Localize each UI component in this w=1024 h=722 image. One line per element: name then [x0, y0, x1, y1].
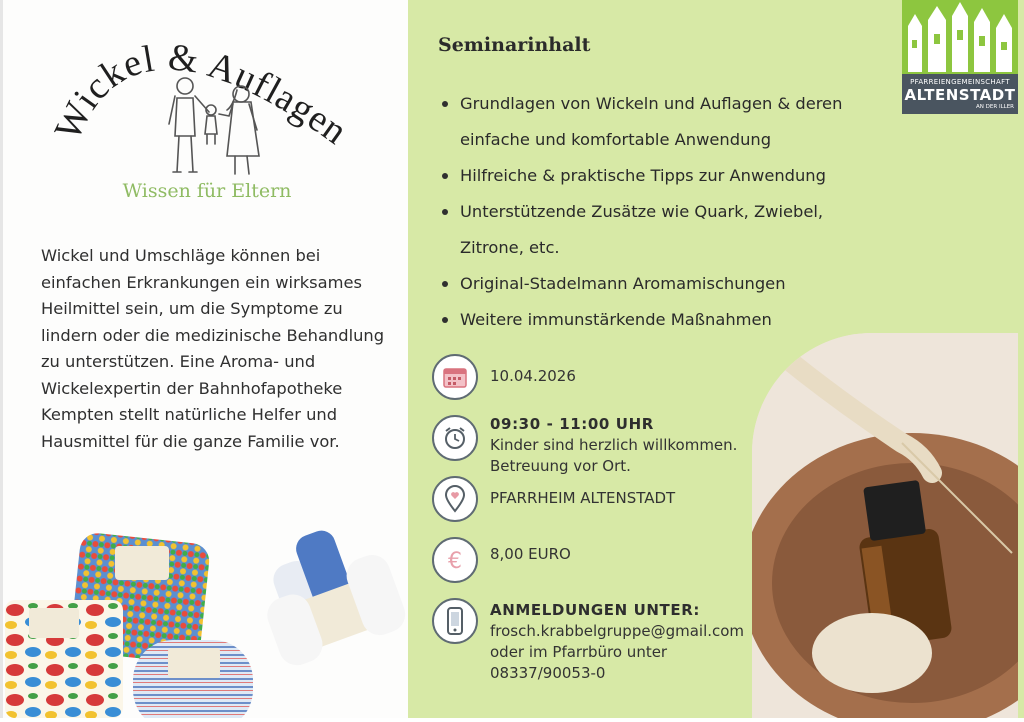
- event-time-block: [490, 414, 737, 477]
- event-location: PFARRHEIM ALTENSTADT: [490, 489, 676, 507]
- left-column: [0, 0, 408, 718]
- list-item: Unterstützende Zusätze wie Quark, Zwiebel, Zitrone, etc.: [440, 194, 880, 266]
- logo-line2: ALTENSTADT: [904, 86, 1016, 104]
- euro-icon: [432, 537, 478, 583]
- registration-block: [490, 600, 744, 684]
- location-pin-icon: [432, 476, 478, 522]
- church-towers-graphic: [902, 0, 1018, 74]
- registration-phone[interactable]: 08337/90053-0: [490, 664, 606, 682]
- alarm-clock-icon: [432, 415, 478, 461]
- logo-line1: PFARREIENGEMEINSCHAFT: [910, 78, 1010, 86]
- subtitle: Wissen für Eltern: [122, 180, 292, 202]
- phone-icon: [432, 598, 478, 644]
- time-note-1: Kinder sind herzlich willkommen.: [490, 436, 738, 454]
- registration-title: ANMELDUNGEN UNTER:: [490, 601, 700, 619]
- time-note-2: Betreuung vor Ort.: [490, 457, 631, 475]
- registration-email[interactable]: frosch.krabbelgruppe@gmail.com: [490, 622, 745, 640]
- logo-line3: AN DER ILLER: [976, 104, 1014, 110]
- list-item: Grundlagen von Wickeln und Auflagen & deren einfache und komfortable Anwendung: [440, 86, 880, 158]
- seminar-title: Seminarinhalt: [438, 34, 591, 56]
- svg-text:€: €: [448, 549, 462, 573]
- event-price: 8,00 EURO: [490, 545, 571, 563]
- intro-text: Wickel und Umschläge können bei einfachen Erkrankungen ein wirksames Heilmittel sein, um die Symptome zu lindern oder die medizinische Behandlung zu unterstützen. Eine Aroma- und Wickelexpertin der Bahnhofapotheke Kempten stellt natürliche Helfer und Hausmittel für die ganze Familie vor.: [41, 246, 385, 451]
- list-item: Hilfreiche & praktische Tipps zur Anwendung: [440, 158, 880, 194]
- list-item: Original-Stadelmann Aromamischungen: [440, 266, 880, 302]
- aroma-oil-photo: [752, 333, 1018, 718]
- parish-logo: [902, 0, 1018, 114]
- registration-alt: oder im Pfarrbüro unter: [490, 643, 668, 661]
- svg-text:Wickel & Auflagen: [47, 36, 356, 153]
- event-time: 09:30 - 11:00 UHR: [490, 415, 654, 433]
- calendar-icon: [432, 354, 478, 400]
- fabric-pads-image: [3, 510, 411, 718]
- event-date: 10.04.2026: [490, 367, 576, 385]
- page-title: Wickel & Auflagen: [46, 36, 356, 154]
- list-item: Weitere immunstärkende Maßnahmen: [440, 302, 880, 338]
- seminar-list: [440, 86, 880, 338]
